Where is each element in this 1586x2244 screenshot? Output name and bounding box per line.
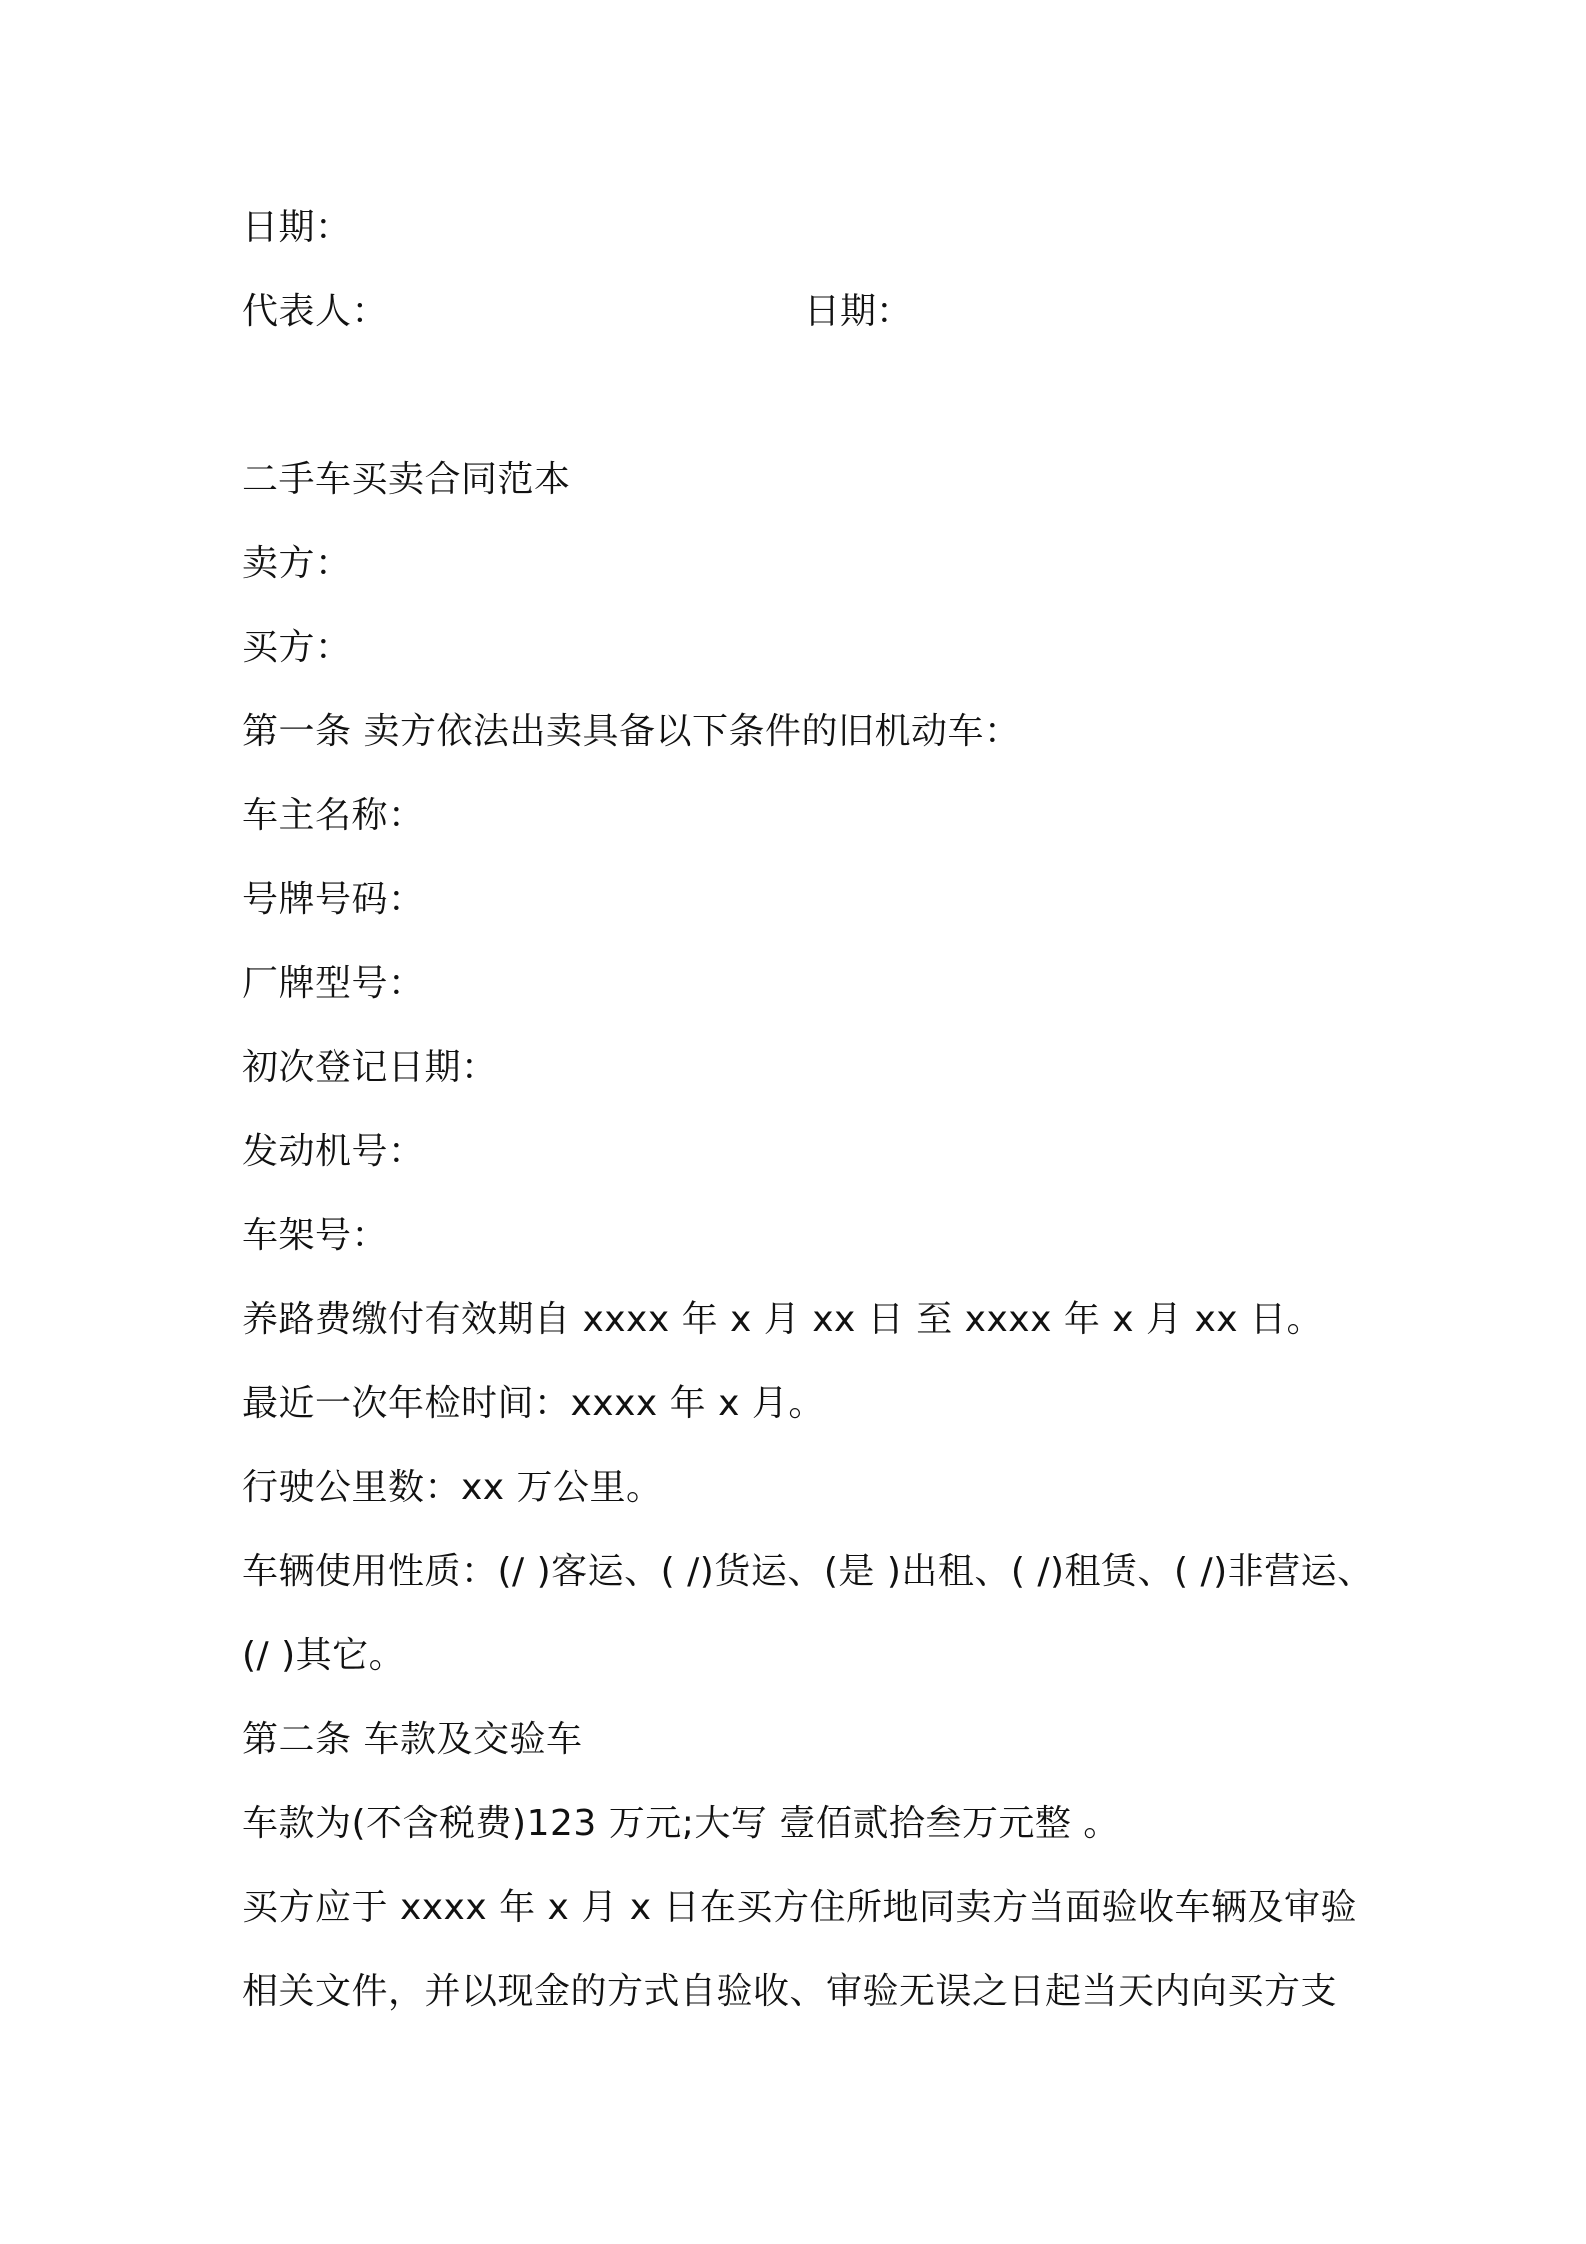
signature-date-label: 日期： [242, 207, 352, 248]
signature-date-label-2: 日期： [804, 291, 913, 332]
usage-nature-line-1: 车辆使用性质：(/ )客运、( /)货运、(是 )出租、( /)租赁、( /)非营运、 [242, 1551, 1374, 1592]
inspection-clause-line-1: 买方应于 xxxx 年 x 月 x 日在买方住所地同卖方当面验收车辆及审验 [242, 1887, 1357, 1928]
inspection-clause-line-2: 相关文件，并以现金的方式自验收、审验无误之日起当天内向买方支 [242, 1971, 1338, 2012]
usage-nature-line-2: (/ )其它。 [242, 1635, 406, 1676]
first-registration-date-field: 初次登记日期： [242, 1047, 498, 1088]
last-inspection: 最近一次年检时间：xxxx 年 x 月。 [242, 1383, 825, 1424]
seller-label: 卖方： [242, 543, 352, 584]
brand-model-field: 厂牌型号： [242, 963, 425, 1004]
road-fee-validity: 养路费缴付有效期自 xxxx 年 x 月 xx 日 至 xxxx 年 x 月 xx 日。 [242, 1299, 1324, 1340]
article-1-heading: 第一条 卖方依法出卖具备以下条件的旧机动车： [242, 711, 1021, 752]
article-2-heading: 第二条 车款及交验车 [242, 1719, 583, 1760]
frame-number-field: 车架号： [242, 1215, 389, 1256]
plate-number-field: 号牌号码： [242, 879, 425, 920]
signature-representative-label: 代表人： [242, 291, 389, 332]
buyer-label: 买方： [242, 627, 352, 668]
engine-number-field: 发动机号： [242, 1131, 425, 1172]
document-title: 二手车买卖合同范本 [242, 459, 571, 500]
price-clause: 车款为(不含税费)123 万元;大写 壹佰贰拾叁万元整 。 [242, 1803, 1120, 1844]
mileage: 行驶公里数：xx 万公里。 [242, 1467, 663, 1508]
owner-name-field: 车主名称： [242, 795, 425, 836]
